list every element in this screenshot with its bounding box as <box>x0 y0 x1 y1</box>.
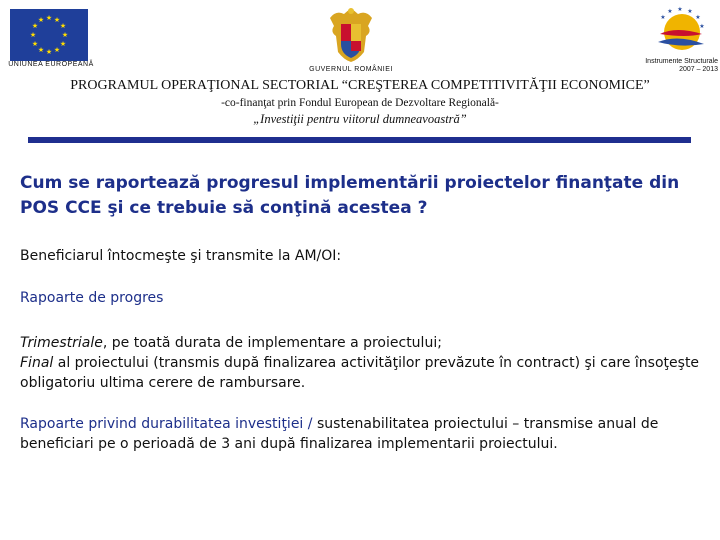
program-title: PROGRAMUL OPERAŢIONAL SECTORIAL “CREŞTEREA COMPETITIVITĂŢII ECONOMICE” <box>70 78 650 93</box>
durability-reports <box>20 414 710 454</box>
progress-reports-details <box>20 333 710 393</box>
eu-caption: UNIUNEA EUROPEANĂ <box>8 61 94 68</box>
svg-text:★: ★ <box>699 23 705 30</box>
svg-text:★: ★ <box>59 22 67 30</box>
svg-text:★: ★ <box>677 6 683 13</box>
structural-instruments-period: 2007 – 2013 <box>679 66 718 73</box>
durability-description: sustenabilitatea proiectului – transmise anual de beneficiari pe o perioadă de 3 ani după finalizarea implementarii proiectului. <box>20 416 659 452</box>
svg-text:★: ★ <box>29 31 37 39</box>
final-description: al proiectului (transmis după finalizarea activităţilor prevăzute în contract) şi care însoţeşte obligatoriu ultima cerere de rambursare. <box>20 355 700 391</box>
program-motto: „Investiţii pentru viitorul dumneavoastră” <box>253 112 467 126</box>
quarterly-description: , pe toată durata de implementare a proiectului; <box>102 335 442 351</box>
svg-text:★: ★ <box>31 40 39 48</box>
quarterly-report-item <box>20 333 710 353</box>
durability-title: Rapoarte privind durabilitatea investiţiei <box>20 416 304 432</box>
final-term: Final <box>20 355 54 371</box>
svg-text:★: ★ <box>695 14 701 21</box>
government-caption: GUVERNUL ROMÂNIEI <box>309 66 393 73</box>
intro-text: Beneficiarul întocmeşte şi transmite la AM/OI: <box>20 248 342 264</box>
cofinance-note: -co-finanţat prin Fondul European de Dezvoltare Regională- <box>221 97 499 109</box>
svg-text:★: ★ <box>45 14 53 22</box>
svg-text:★: ★ <box>61 31 69 39</box>
eu-stars <box>10 9 88 61</box>
quarterly-term: Trimestriale <box>20 335 103 351</box>
progress-reports-title: Rapoarte de progres <box>20 290 164 306</box>
svg-text:★: ★ <box>660 14 666 21</box>
final-report-item <box>20 353 710 393</box>
svg-text:★: ★ <box>53 16 61 24</box>
header-divider <box>28 137 691 143</box>
structural-instruments-caption: Instrumente Structurale <box>645 58 718 65</box>
eu-flag-icon <box>10 9 88 61</box>
svg-text:★: ★ <box>59 40 67 48</box>
svg-text:★: ★ <box>687 8 693 15</box>
structural-instruments-logo-icon <box>646 4 710 58</box>
svg-text:★: ★ <box>53 46 61 54</box>
romanian-coat-of-arms-icon <box>326 6 376 64</box>
svg-text:★: ★ <box>45 48 53 56</box>
svg-text:★: ★ <box>667 8 673 15</box>
durability-separator: / <box>303 416 317 432</box>
svg-text:★: ★ <box>31 22 39 30</box>
svg-text:★: ★ <box>37 16 45 24</box>
slide-heading: Cum se raportează progresul implementării proiectelor finanţate din POS CCE şi ce trebuie să conţină acestea ? <box>20 173 680 218</box>
svg-text:★: ★ <box>37 46 45 54</box>
